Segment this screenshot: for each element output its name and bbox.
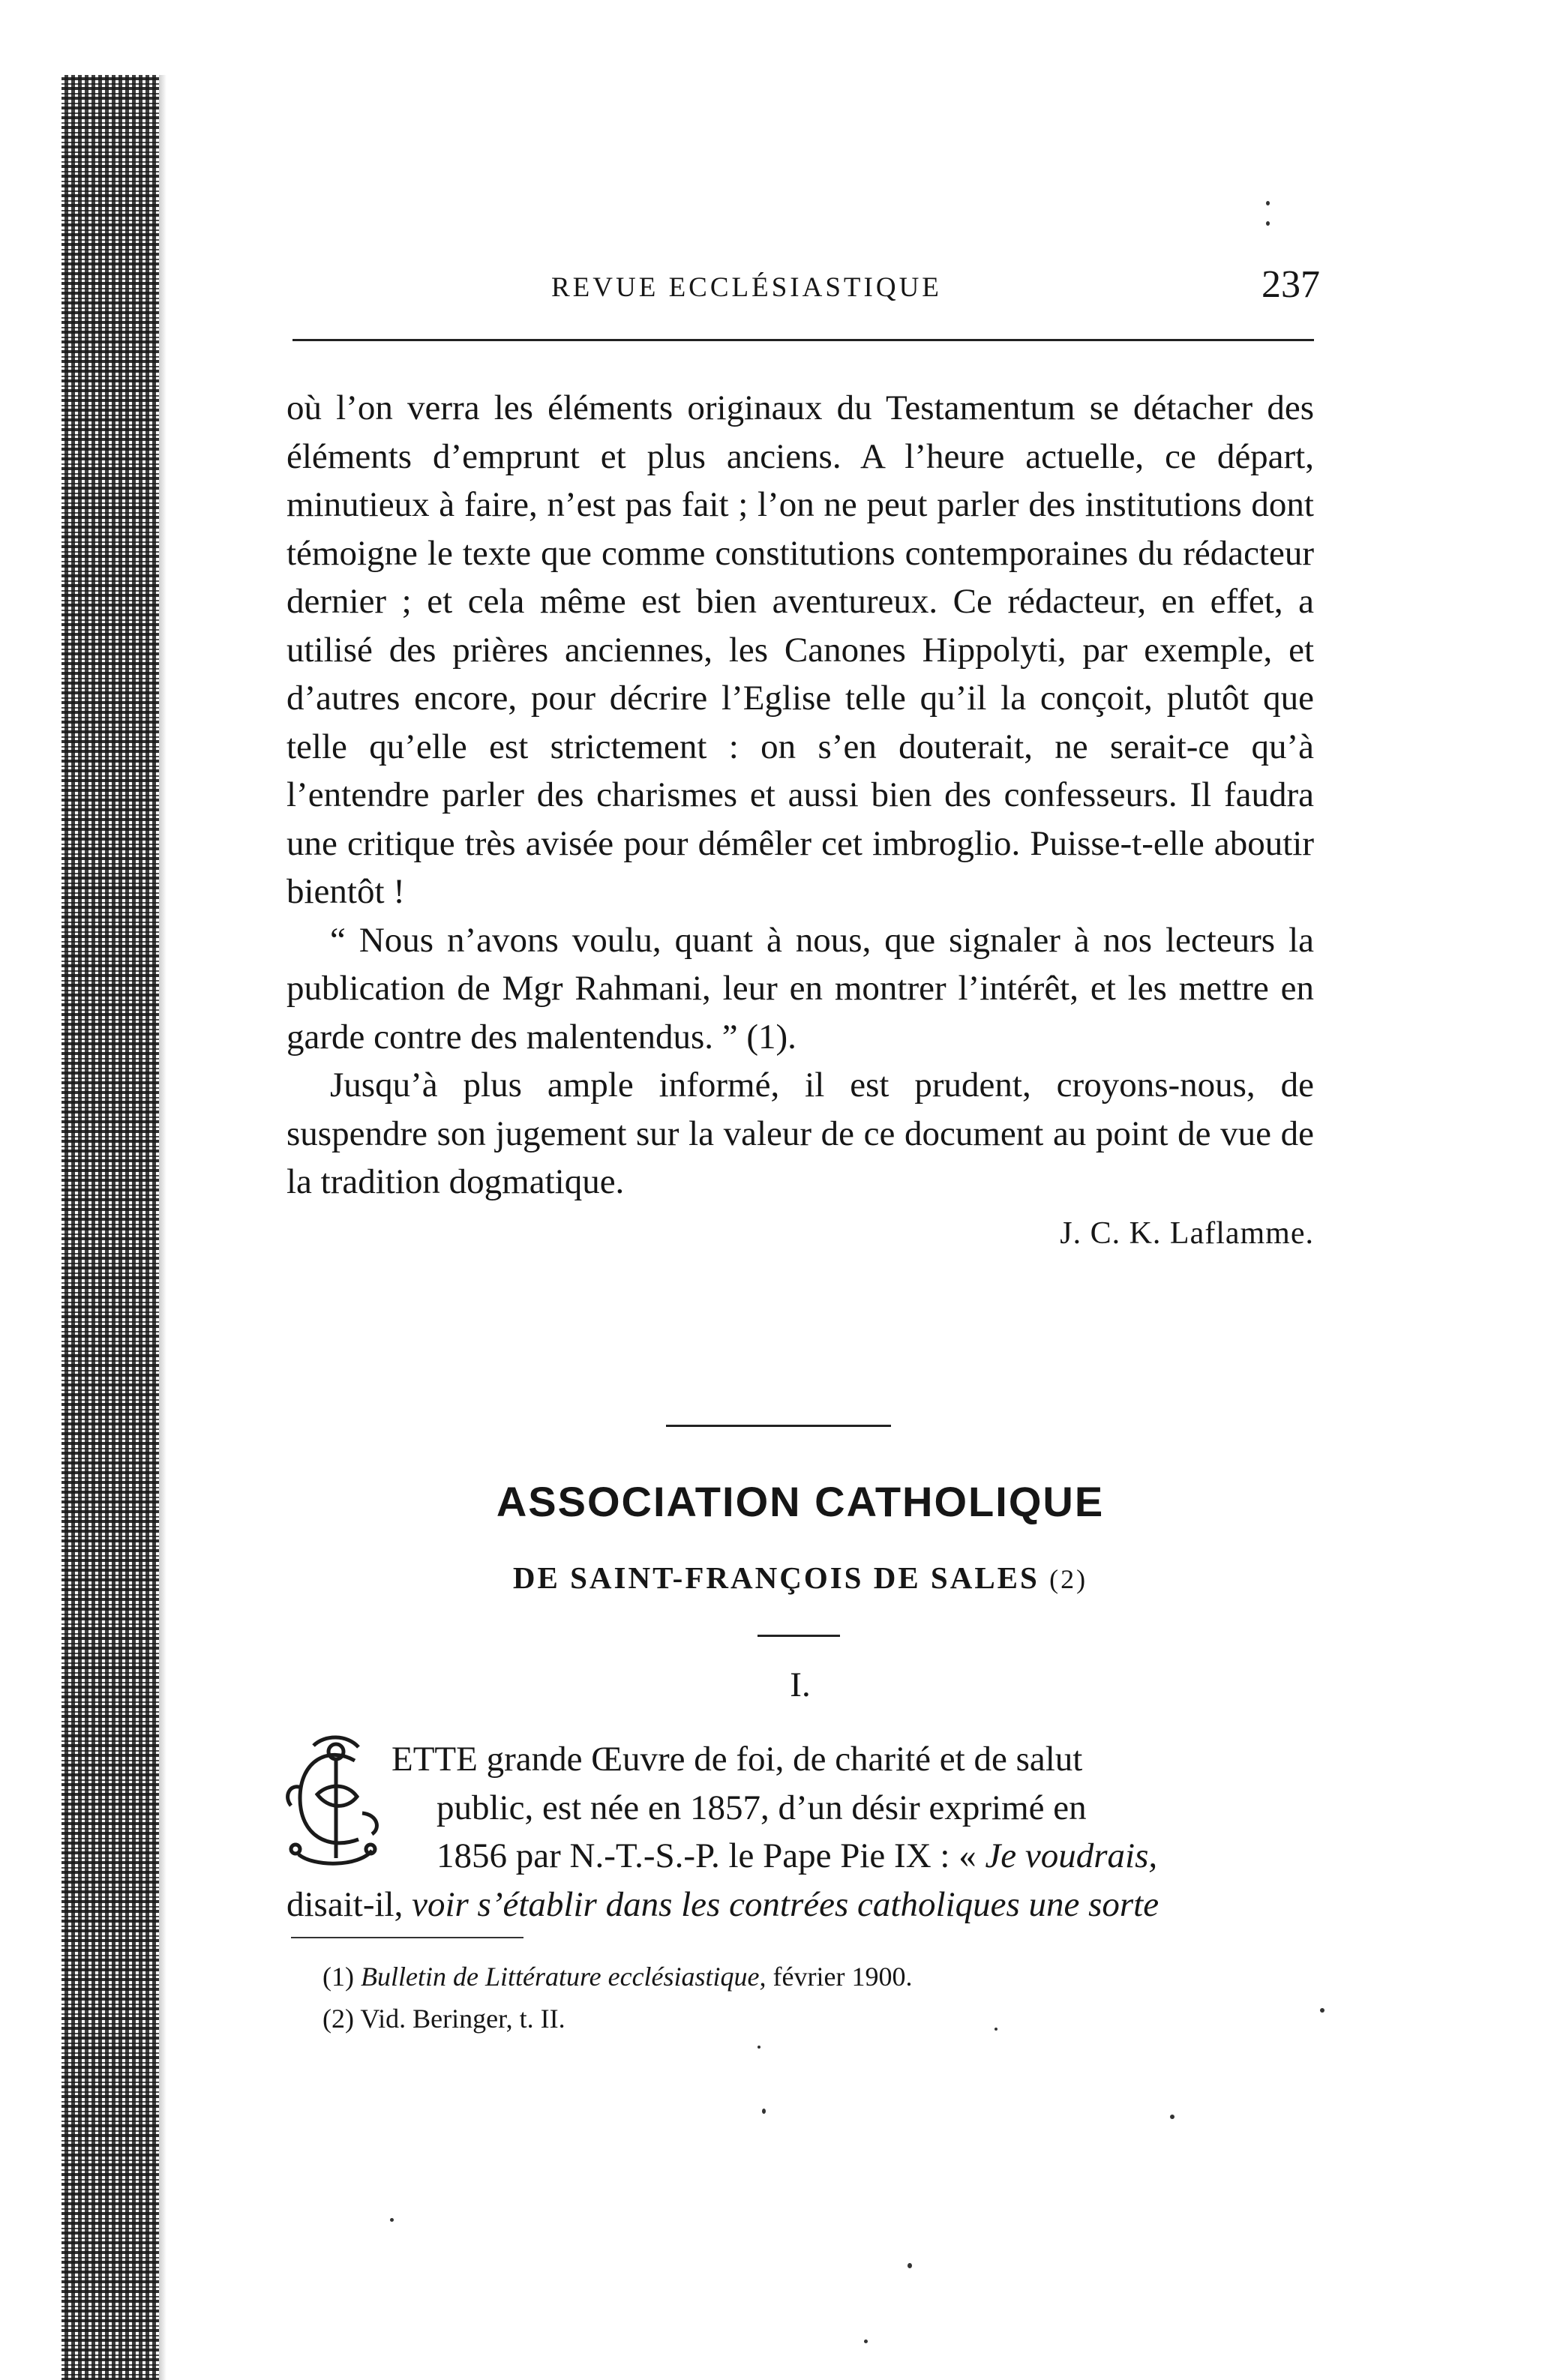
footnote-2: [322, 1998, 1298, 2040]
section-subtitle-text: DE SAINT-FRANÇOIS DE SALES: [512, 1560, 1040, 1595]
section-opening-paragraph: [286, 1735, 1314, 1929]
footnote-1-title: Bulletin de Littérature ecclésiastique,: [360, 1962, 766, 1992]
footnote-rule: [291, 1937, 524, 1938]
running-title: REVUE ECCLÉSIASTIQUE: [551, 272, 942, 303]
print-speck: [994, 2028, 998, 2031]
footnote-2-text: Vid. Beringer, t. II.: [353, 2004, 566, 2034]
paragraph-2: “ Nous n’avons voulu, quant à nous, que signaler à nos lecteurs la publication de Mgr Rahmani, leur en montrer l’intérêt, et les mettre en garde contre des malentendus. ” (1).: [286, 920, 1314, 1057]
section-title: ASSOCIATION CATHOLIQUE: [496, 1478, 1105, 1525]
footnote-1-date: février 1900.: [766, 1962, 913, 1992]
opening-line-4: [286, 1881, 1314, 1929]
print-speck: [390, 2218, 394, 2222]
print-speck: [1266, 221, 1270, 226]
footnote-1-mark: (1): [322, 1962, 354, 1992]
print-speck: [864, 2340, 868, 2343]
book-binding-edge: [62, 75, 159, 2380]
page-gutter-shadow: [159, 75, 166, 2380]
opening-line-1: ETTE grande Œuvre de foi, de charité et de salut: [392, 1740, 1083, 1779]
article-ending: [286, 384, 1314, 1257]
footnotes: [322, 1956, 1298, 2040]
opening-line-3: [286, 1832, 1314, 1881]
opening-line-2: public, est née en 1857, d’un désir exprimé en: [436, 1788, 1087, 1827]
opening-line-3-roman: 1856 par N.-T.-S.-P. le Pape Pie IX : «: [436, 1836, 986, 1875]
header-rule: [292, 339, 1314, 341]
opening-line-4-italic: voir s’établir dans les contrées catholiques une sorte: [412, 1884, 1160, 1924]
paragraph-1: où l’on verra les éléments originaux du Testamentum se détacher des éléments d’emprunt et plus anciens. A l’heure actuelle, ce départ, minutieux à faire, n’est pas fait ; l’on ne peut parler des institutions dont témoigne le texte que comme constitutions contemporaines du rédacteur dernier ; et cela même est bien aventureux. Ce rédacteur, en effet, a utilisé des prières anciennes, les Canones Hippolyti, par exemple, et d’autres encore, pour décrire l’Eglise telle qu’il la conçoit, plutôt que telle qu’elle est strictement : on s’en douterait, ne serait-ce qu’à l’entendre parler des charismes et aussi bien des confesseurs. Il faudra une critique très avisée pour démêler cet imbroglio. Puisse-t-elle aboutir bientôt !: [286, 388, 1314, 911]
section-subtitle: [286, 1560, 1314, 1596]
subtitle-rule: [758, 1635, 840, 1637]
print-speck: [1266, 201, 1270, 205]
page-number: 237: [1262, 263, 1320, 306]
footnote-1: [322, 1956, 1298, 1998]
print-speck: [1170, 2115, 1174, 2119]
paragraph-3: Jusqu’à plus ample informé, il est prudent, croyons-nous, de suspendre son jugement sur la valeur de ce document au point de vue de la tradition dogmatique.: [286, 1066, 1314, 1201]
section-separator-rule: [666, 1425, 891, 1427]
footnote-reference-2: (2): [1049, 1564, 1088, 1594]
print-speck: [908, 2263, 912, 2268]
print-speck: [758, 2046, 760, 2049]
section-number: I.: [790, 1665, 811, 1704]
print-speck: [1320, 2008, 1324, 2013]
opening-line-3-italic: Je voudrais,: [985, 1836, 1158, 1875]
author-signature: J. C. K. Laflamme.: [1060, 1215, 1314, 1251]
footnote-2-mark: (2): [322, 2004, 354, 2034]
running-head: [285, 263, 1320, 313]
opening-line-4-roman: disait-il,: [286, 1884, 412, 1924]
print-speck: [762, 2109, 766, 2114]
